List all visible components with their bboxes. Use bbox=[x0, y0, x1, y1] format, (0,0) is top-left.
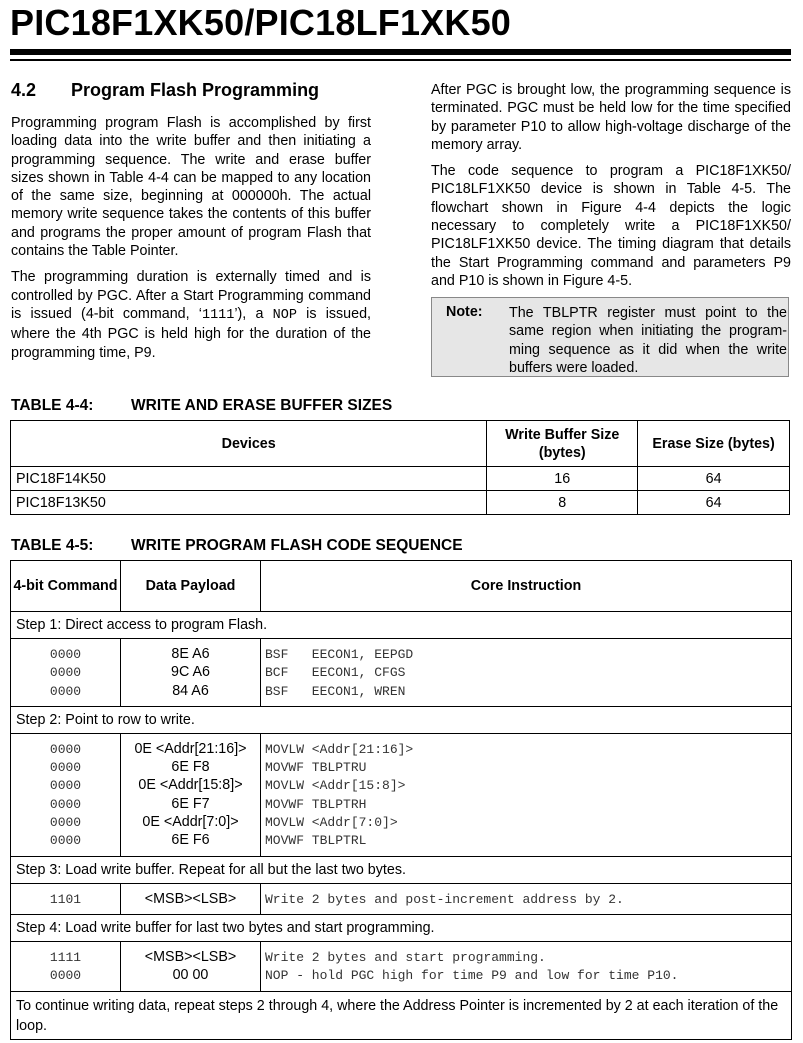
payload: 6E F6 bbox=[171, 832, 210, 849]
table-footer-note: To continue writing data, repeat steps 2 through 4, where the Address Pointer is incremented by 2 at each iteration of the loop. bbox=[11, 991, 792, 1039]
table-cell: 64 bbox=[638, 491, 790, 515]
instruction: BCF EECON1, CFGS bbox=[265, 665, 406, 681]
instruction: MOVWF TBLPTRH bbox=[265, 796, 367, 812]
column-header: 4-bit Command bbox=[11, 561, 121, 612]
payload: <MSB><LSB> bbox=[144, 890, 237, 907]
command: 0000 bbox=[49, 741, 82, 757]
column-header: Write Buffer Size (bytes) bbox=[487, 421, 638, 467]
table-header-row bbox=[11, 421, 790, 467]
left-column bbox=[11, 114, 371, 370]
command: 1111 bbox=[49, 949, 82, 965]
command-cell bbox=[11, 733, 121, 856]
step-row bbox=[11, 612, 792, 639]
payload: 84 A6 bbox=[172, 682, 209, 699]
payload-cell bbox=[121, 941, 261, 991]
buffer-sizes-table bbox=[10, 420, 790, 515]
table-title: WRITE AND ERASE BUFFER SIZES bbox=[131, 397, 393, 414]
table-header-row bbox=[11, 561, 792, 612]
section-title: Program Flash Programming bbox=[71, 80, 320, 100]
inline-code: 1111 bbox=[201, 307, 235, 323]
paragraph: Programming program Flash is accomplished by first loading data into the write buffer and then initiating a programming sequence. The write and erase buffer sizes shown in Table 4-4 can be mapped to any location of the same size, beginning at 000000h. The actual memory write sequence takes the contents of this buffer and programs the proper amount of program Flash that contains the Table Pointer. bbox=[11, 115, 371, 260]
instruction: MOVWF TBLPTRU bbox=[265, 760, 367, 776]
payload: 0E <Addr[21:16]> bbox=[134, 740, 247, 757]
instruction: MOVLW <Addr[21:16]> bbox=[265, 741, 414, 757]
column-header: Erase Size (bytes) bbox=[638, 421, 790, 467]
payload: 6E F8 bbox=[171, 759, 210, 776]
note-box bbox=[431, 297, 789, 377]
payload-cell bbox=[121, 883, 261, 914]
command-cell bbox=[11, 941, 121, 991]
instruction: BSF EECON1, EEPGD bbox=[265, 647, 414, 662]
command: 0000 bbox=[49, 815, 82, 831]
inline-code: NOP bbox=[272, 307, 297, 323]
command: 0000 bbox=[49, 760, 82, 776]
step-row bbox=[11, 706, 792, 733]
note-label: Note: bbox=[446, 304, 483, 320]
text-run: The programming duration is externally timed and is controlled by PGC. After a Start Programming command is issued (4-bit command, ‘ bbox=[11, 269, 371, 322]
payload: 0E <Addr[7:0]> bbox=[142, 814, 239, 831]
column-header: Data Payload bbox=[121, 561, 261, 612]
payload: 9C A6 bbox=[171, 664, 210, 681]
instruction-cell bbox=[261, 733, 792, 856]
command-cell bbox=[11, 639, 121, 707]
instruction-cell bbox=[261, 639, 792, 707]
header-rule-thin bbox=[10, 59, 791, 61]
text-run: ’), a bbox=[234, 305, 273, 322]
header-rule-thick bbox=[10, 49, 791, 55]
table-title: WRITE PROGRAM FLASH CODE SEQUENCE bbox=[131, 537, 463, 554]
column-header: Core Instruction bbox=[261, 561, 792, 612]
table-cell: 64 bbox=[638, 467, 790, 491]
table-caption bbox=[11, 397, 392, 415]
instruction: Write 2 bytes and post-increment address by 2. bbox=[265, 891, 624, 907]
instruction: MOVLW <Addr[7:0]> bbox=[265, 815, 398, 831]
table-cell: 16 bbox=[487, 467, 638, 491]
instruction: NOP - hold PGC high for time P9 and low for time P10. bbox=[265, 968, 679, 984]
command-cell bbox=[11, 883, 121, 914]
instruction: BSF EECON1, WREN bbox=[265, 683, 406, 699]
paragraph: After PGC is brought low, the programming sequence is terminated. PGC must be held low for the time specified by parameter P10 to allow high-voltage discharge of the memory array. bbox=[431, 82, 791, 153]
table-row bbox=[11, 733, 792, 856]
command: 0000 bbox=[49, 968, 82, 984]
command: 1101 bbox=[49, 891, 82, 907]
command: 0000 bbox=[49, 833, 82, 849]
payload: 0E <Addr[15:8]> bbox=[138, 777, 243, 794]
payload-cell bbox=[121, 639, 261, 707]
step-row bbox=[11, 856, 792, 883]
code-sequence-table bbox=[10, 560, 792, 1040]
table-row bbox=[11, 491, 790, 515]
table-cell: 8 bbox=[487, 491, 638, 515]
section-number: 4.2 bbox=[11, 80, 37, 100]
command: 0000 bbox=[49, 683, 82, 699]
table-cell: PIC18F13K50 bbox=[11, 491, 487, 515]
payload: <MSB><LSB> bbox=[144, 948, 237, 965]
table-cell: PIC18F14K50 bbox=[11, 467, 487, 491]
instruction: MOVLW <Addr[15:8]> bbox=[265, 778, 406, 794]
paragraph bbox=[11, 268, 371, 361]
instruction: Write 2 bytes and start programming. bbox=[265, 949, 546, 965]
table-row bbox=[11, 639, 792, 707]
text-run: is issued, where the 4th PGC is held high for the duration of the programming time, P9. bbox=[11, 305, 371, 361]
command: 0000 bbox=[49, 665, 82, 681]
table-caption bbox=[11, 537, 463, 555]
table-number: TABLE 4-4: bbox=[11, 397, 94, 414]
payload: 8E A6 bbox=[171, 646, 210, 662]
step-title: Step 4: Load write buffer for last two bytes and start programming. bbox=[11, 914, 792, 941]
table-body bbox=[11, 612, 792, 992]
paragraph: The code sequence to program a PIC18F1XK50/ PIC18LF1XK50 device is shown in Table 4-5. The flowchart shown in Figure 4-4 depicts the logic necessary to completely write a PIC18F1XK50/ PIC18LF1XK50 device. The timing diagram that details the Start Programming command and parameters P9 and P10 is shown in Figure 4-5. bbox=[431, 163, 791, 289]
payload-cell bbox=[121, 733, 261, 856]
step-row bbox=[11, 914, 792, 941]
instruction-cell bbox=[261, 883, 792, 914]
command: 0000 bbox=[49, 647, 82, 662]
step-title: Step 3: Load write buffer. Repeat for all but the last two bytes. bbox=[11, 856, 792, 883]
payload: 6E F7 bbox=[171, 795, 210, 812]
payload: 00 00 bbox=[172, 967, 209, 984]
table-row bbox=[11, 467, 790, 491]
table-row bbox=[11, 883, 792, 914]
instruction: MOVWF TBLPTRL bbox=[265, 833, 367, 849]
table-number: TABLE 4-5: bbox=[11, 537, 94, 554]
step-title: Step 2: Point to row to write. bbox=[11, 706, 792, 733]
command: 0000 bbox=[49, 796, 82, 812]
instruction-cell bbox=[261, 941, 792, 991]
page-title: PIC18F1XK50/PIC18LF1XK50 bbox=[10, 2, 512, 43]
table-row bbox=[11, 941, 792, 991]
column-header: Devices bbox=[11, 421, 487, 467]
note-text: The TBLPTR register must point to the same region when initiating the program-ming sequence as it did when the write buffers were loaded. bbox=[509, 305, 787, 376]
command: 0000 bbox=[49, 778, 82, 794]
table-footer-row bbox=[11, 991, 792, 1039]
step-title: Step 1: Direct access to program Flash. bbox=[11, 612, 792, 639]
section-heading bbox=[11, 80, 319, 101]
right-column bbox=[431, 81, 791, 298]
